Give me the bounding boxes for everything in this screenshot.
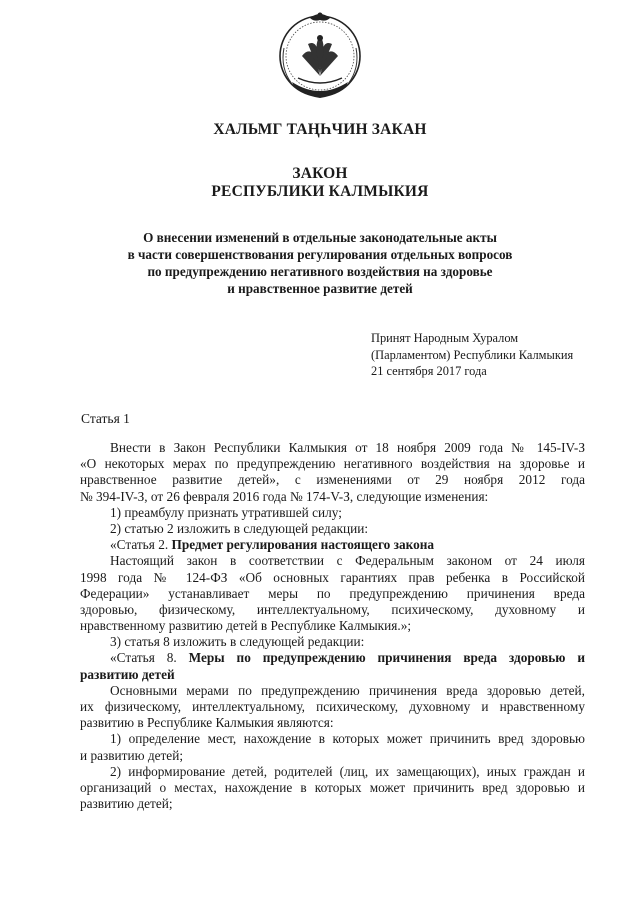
body-line: нравственное развитие детей», с изменениями от 29 ноября 2012 года bbox=[80, 472, 585, 488]
article-8-title-cont: развитию детей bbox=[80, 666, 175, 682]
body-line: и развитию детей; bbox=[80, 747, 184, 763]
subject-line: в части совершенствования регулирования отдельных вопросов bbox=[127, 247, 513, 262]
article-2-title: Предмет регулирования настоящего закона bbox=[171, 537, 435, 553]
article-title: Статья 1 bbox=[81, 411, 130, 426]
article-8-heading bbox=[80, 650, 585, 666]
subject-line: по предупреждению негативного воздействия на здоровье bbox=[147, 264, 493, 279]
body-line: здоровью, физическому, интеллектуальному, психическому, духовному и bbox=[80, 601, 585, 617]
article-2-prefix: «Статья 2. bbox=[110, 537, 172, 553]
body-line: 2) информирование детей, родителей (лиц, их замещающих), иных граждан и bbox=[110, 763, 585, 779]
list-item: 2) статью 2 изложить в следующей редакции: bbox=[110, 520, 369, 536]
article-2-heading bbox=[80, 537, 585, 553]
subject-line: О внесении изменений в отдельные законодательные акты bbox=[143, 230, 497, 245]
adoption-line: Принят Народным Хуралом bbox=[371, 331, 519, 345]
body-line: организаций о местах, нахождение в которых может причинить вред здоровью и bbox=[80, 779, 585, 795]
body-line: Настоящий закон в соответствии с Федеральным законом от 24 июля bbox=[110, 553, 585, 569]
body-line: Основными мерами по предупреждению причинения вреда здоровью детей, bbox=[110, 682, 585, 698]
body-line: 1998 года № 124-ФЗ «Об основных гарантиях прав ребенка в Российской bbox=[80, 569, 585, 585]
list-item: 1) преамбулу признать утратившей силу; bbox=[110, 504, 342, 520]
body-line: их физическому, интеллектуальному, психическому, духовному и нравственному bbox=[80, 699, 585, 714]
kalmyk-title: ХАЛЬМГ ТАҢҺЧИН ЗАКАН bbox=[213, 121, 427, 138]
coat-of-arms-emblem bbox=[272, 8, 368, 108]
adoption-note bbox=[371, 330, 611, 380]
law-subject bbox=[60, 229, 580, 297]
article-8-title: Меры по предупреждению причинения вреда здоровью и bbox=[188, 650, 585, 666]
body-line: Федерации» устанавливает меры по предупреждению причинения вреда bbox=[80, 585, 585, 601]
republic-name: РЕСПУБЛИКИ КАЛМЫКИЯ bbox=[211, 183, 429, 200]
body-line: развитию в Республике Калмыкия являются: bbox=[80, 715, 334, 731]
article-8-prefix: «Статья 8. bbox=[110, 650, 189, 666]
adoption-line: (Парламентом) Республики Калмыкия bbox=[371, 347, 574, 362]
list-item: 3) статья 8 изложить в следующей редакции: bbox=[110, 634, 365, 650]
article-body bbox=[80, 440, 585, 812]
subject-line: и нравственное развитие детей bbox=[227, 281, 413, 296]
body-line: развитию детей; bbox=[80, 796, 173, 812]
body-line: № 394-IV-З, от 26 февраля 2016 года № 174-V-З, следующие изменения: bbox=[80, 488, 489, 504]
adoption-line: 21 сентября 2017 года bbox=[371, 364, 487, 378]
law-label: ЗАКОН bbox=[292, 165, 348, 182]
body-line: 1) определение мест, нахождение в которых может причинить вред здоровью bbox=[110, 731, 585, 747]
body-line: «О некоторых мерах по предупреждению негативного воздействия на здоровье и bbox=[80, 456, 585, 472]
body-line: нравственному развитию детей в Республике Калмыкия.»; bbox=[80, 618, 412, 634]
body-line: Внести в Закон Республики Калмыкия от 18 ноября 2009 года № 145-IV-З bbox=[110, 440, 585, 455]
